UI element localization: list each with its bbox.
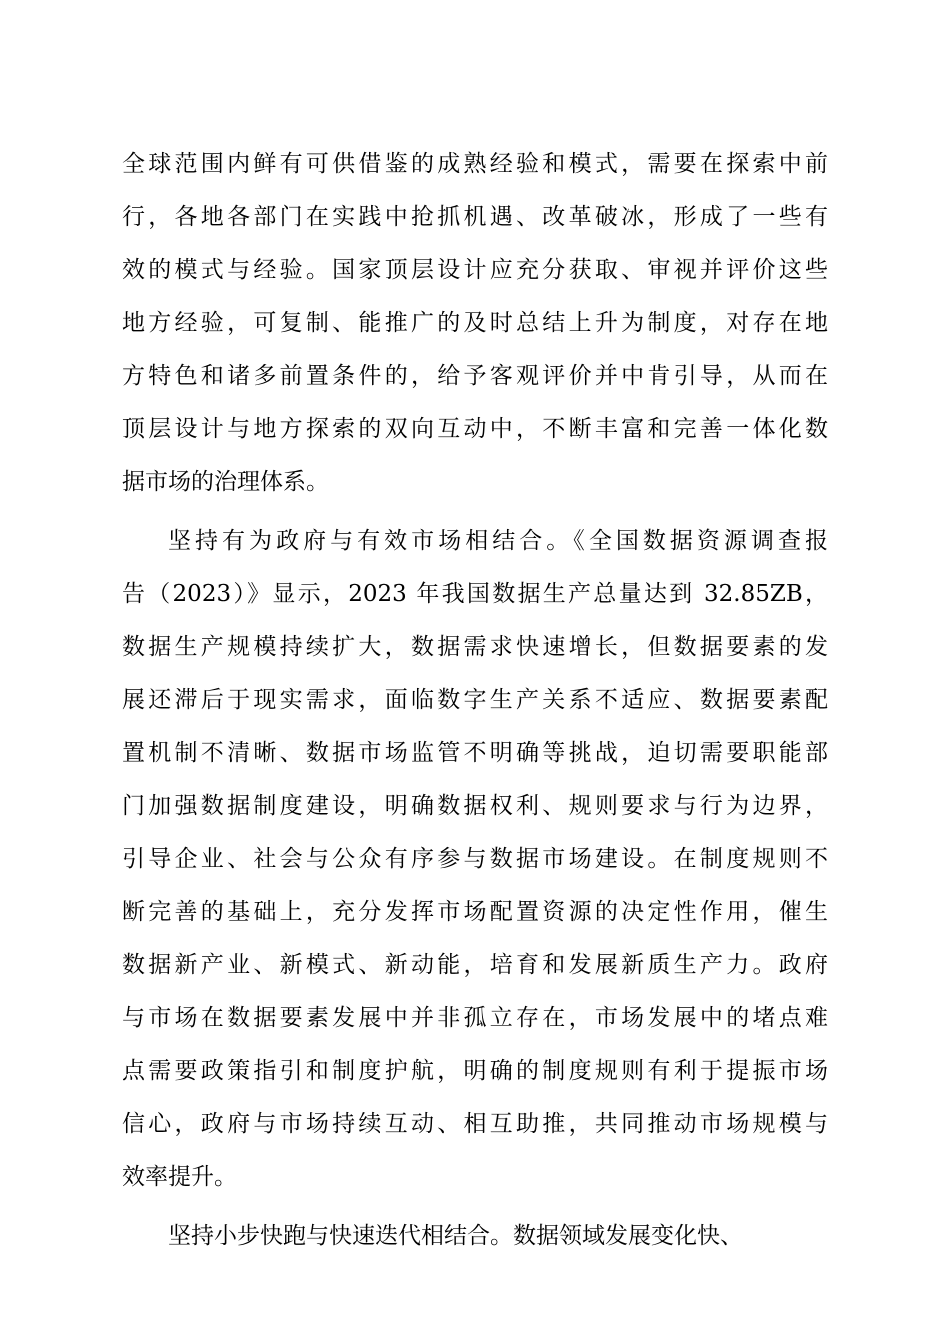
text-line: 置机制不清晰、数据市场监管不明确等挑战，迫切需要职能部 [122, 740, 828, 766]
text-line: 数据新产业、新模式、新动能，培育和发展新质生产力。政府 [122, 952, 828, 978]
text-line: 门加强数据制度建设，明确数据权利、规则要求与行为边界， [122, 793, 828, 819]
text-line: 顶层设计与地方探索的双向互动中，不断丰富和完善一体化数 [122, 416, 828, 442]
text-line: 坚持有为政府与有效市场相结合。《全国数据资源调查报 [168, 528, 828, 554]
text-line: 行，各地各部门在实践中抢抓机遇、改革破冰，形成了一些有 [122, 204, 828, 230]
text-line: 告（2023）》显示，2023 年我国数据生产总量达到 32.85ZB， [122, 581, 828, 607]
text-line: 数据生产规模持续扩大，数据需求快速增长，但数据要素的发 [122, 634, 828, 660]
paragraph-1 [122, 138, 828, 509]
text-line: 地方经验，可复制、能推广的及时总结上升为制度，对存在地 [122, 310, 828, 336]
text-line: 信心，政府与市场持续互动、相互助推，共同推动市场规模与 [122, 1111, 828, 1137]
text-line: 断完善的基础上，充分发挥市场配置资源的决定性作用，催生 [122, 899, 828, 925]
text-line: 方特色和诸多前置条件的，给予客观评价并中肯引导，从而在 [122, 363, 828, 389]
text-line: 与市场在数据要素发展中并非孤立存在，市场发展中的堵点难 [122, 1005, 828, 1031]
text-line: 点需要政策指引和制度护航，明确的制度规则有利于提振市场 [122, 1058, 828, 1084]
text-line: 效的模式与经验。国家顶层设计应充分获取、审视并评价这些 [122, 257, 828, 283]
paragraph-3 [122, 1210, 828, 1263]
text-line: 效率提升。 [122, 1164, 237, 1190]
paragraph-2 [122, 515, 828, 1204]
body-text [122, 138, 828, 1263]
text-line: 据市场的治理体系。 [122, 469, 329, 495]
text-line: 坚持小步快跑与快速迭代相结合。数据领域发展变化快、 [168, 1223, 743, 1249]
text-line: 引导企业、社会与公众有序参与数据市场建设。在制度规则不 [122, 846, 828, 872]
text-line: 全球范围内鲜有可供借鉴的成熟经验和模式，需要在探索中前 [122, 151, 828, 177]
text-line: 展还滞后于现实需求，面临数字生产关系不适应、数据要素配 [122, 687, 828, 713]
